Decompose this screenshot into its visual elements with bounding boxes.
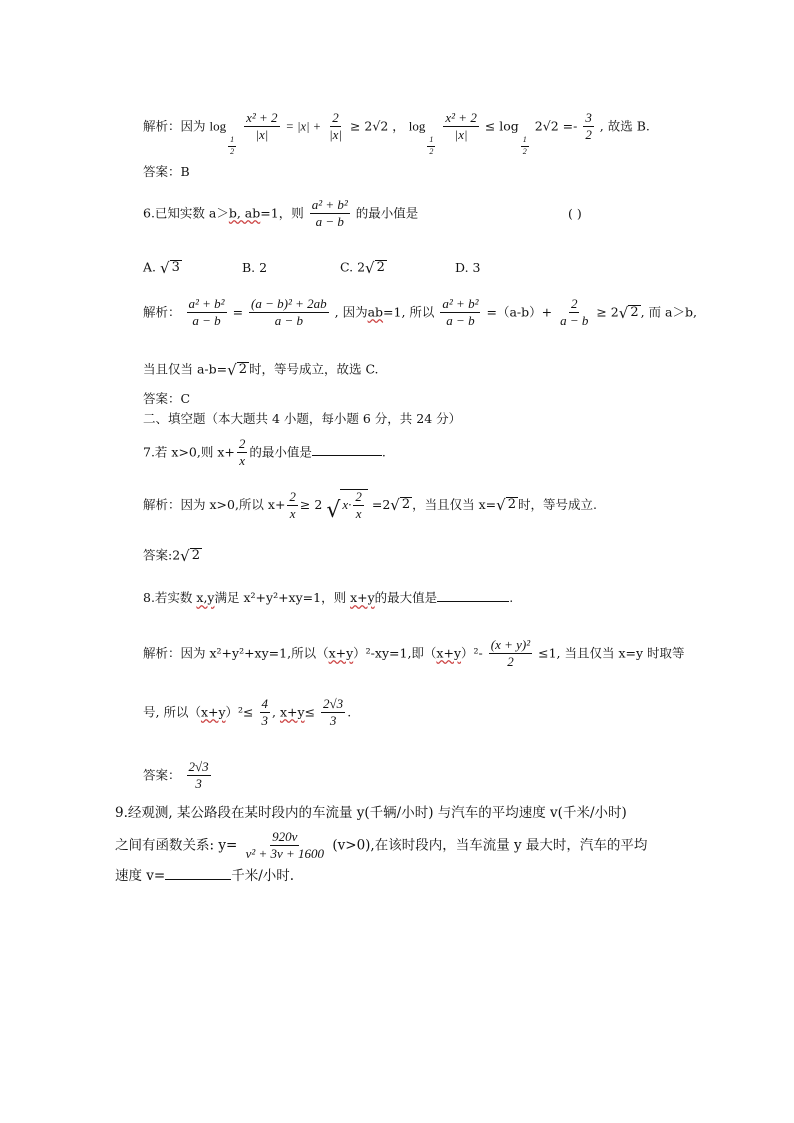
- q6-stem: [143, 198, 418, 230]
- q9-line3: 速度 v= 千米/小时.: [115, 868, 295, 884]
- q6-a-eq: =: [232, 304, 244, 320]
- q5-log-word: log: [209, 118, 227, 134]
- q5-log2-word: log: [408, 118, 426, 134]
- q5-log2-base: $\frac{1}{2}$: [429, 135, 434, 157]
- q5-frac3: $\frac{\text{x² + 2}}{|x|}$: [445, 110, 477, 143]
- q6-a-frac4: $\frac{2}{a - b}$: [560, 296, 589, 329]
- q8-analysis-line1: 解析：因为 x²+y²+xy=1,所以（x+y）²-xy=1,即（x+y）²- $\frac{\text{(x + y)²}}{2}$ ≤1, 当且仅当 x=y 时取等: [143, 637, 685, 670]
- q8-stem: 8.若实数 x,y满足 x²+y²+xy=1，则 x+y的最大值是 .: [143, 590, 514, 605]
- q5-log-base: $\frac{1}{2}$: [230, 135, 235, 157]
- q5-tail2: , 故选 B.: [599, 118, 650, 134]
- q6-analysis-label: 解析：: [143, 304, 181, 320]
- q9-answer-blank[interactable]: [165, 878, 231, 880]
- q6-a-frac1: $\frac{\text{a² + b²}}{a - b}$: [188, 296, 225, 329]
- q7-answer-blank[interactable]: [312, 454, 382, 456]
- q6-option-b: B. 2: [242, 260, 268, 275]
- q6-a-frac2: $\frac{\text{(a − b)² + 2ab}}{a - b}$: [251, 296, 327, 329]
- q6-option-c: C. 2 √ 2: [340, 258, 385, 277]
- q5-analysis-label: 解析：因为: [143, 118, 206, 134]
- q6-stem-sq: b, ab: [228, 205, 261, 221]
- q6-paren: ( ): [568, 206, 582, 221]
- section-2-heading: 二、填空题（本大题共 4 小题，每小题 6 分，共 24 分）: [143, 411, 462, 426]
- q6-a-mid4: ≥ 2: [596, 304, 619, 320]
- q5-answer: 答案：B: [143, 164, 190, 179]
- q5-tail1: 2√2 =-: [534, 118, 578, 134]
- q6-a-mid5: , 而 a＞b,: [640, 304, 697, 320]
- q6-a-ab: ab: [367, 304, 384, 320]
- q6-stem-tail: 的最小值是: [355, 205, 419, 221]
- q7-stem: 7.若 x>0,则 x+ $\frac{2}{x}$ 的最小值是 .: [143, 436, 386, 469]
- q6-option-d: D. 3: [455, 260, 481, 275]
- q7-answer: 答案:2 √ 2: [143, 546, 201, 565]
- q5-frac2: $\frac{2}{|x|}$: [329, 110, 342, 143]
- q9-line1: 9.经观测, 某公路段在某时段内的车流量 y(千辆/小时) 与汽车的平均速度 v(千米/小时): [115, 805, 627, 821]
- q5-analysis-line: [143, 111, 650, 157]
- q7-analysis: 解析：因为 x>0,所以 x+ $\frac{2}{x}$ ≥ 2 √ x· $\frac{2}{x}$ =2 √ 2 ，当且仅当 x= √ 2 时，等号成立.: [143, 488, 597, 523]
- q5-log3-base: $\frac{1}{2}$: [522, 135, 527, 157]
- q6-stem-pre: 6.已知实数 a＞: [143, 205, 229, 221]
- q9-line2: 之间有函数关系: y= $\frac{920v}{\text{v² + 3v + 1600}}$ (v>0),在该时段内，当车流量 y 最大时，汽车的平均: [115, 829, 648, 862]
- q8-answer: 答案： $\frac{2√3}{3}$: [143, 759, 209, 792]
- q6-stem-post: =1，则: [260, 205, 304, 221]
- q5-eq-part: = |x| +: [285, 119, 322, 134]
- q6-stem-frac: $\frac{\text{a² + b²}}{a - b}$: [311, 197, 348, 230]
- q6-a-mid1: , 因为: [334, 304, 368, 320]
- q6-a-frac3: $\frac{\text{a² + b²}}{a - b}$: [442, 296, 479, 329]
- q8-answer-blank[interactable]: [437, 600, 509, 602]
- q5-frac4: $\frac{3}{2}$: [585, 110, 592, 143]
- q5-le-part: ≤ log: [484, 118, 519, 134]
- q6-analysis-line1: [143, 297, 697, 329]
- q5-ge-part: ≥ 2√2 ，: [349, 118, 405, 134]
- q5-frac1: $\frac{\text{x² + 2}}{|x|}$: [246, 110, 278, 143]
- q6-answer: 答案：C: [143, 391, 191, 406]
- q6-option-a: A. √ 3: [143, 258, 180, 277]
- q6-a-rad: √ 2: [618, 303, 639, 322]
- q6-a-mid2: =1, 所以: [383, 304, 435, 320]
- q8-analysis-line2: 号, 所以（x+y）²≤ $\frac{4}{3}$ , x+y≤ $\frac{2√3}{3}$ .: [143, 696, 352, 729]
- q6-analysis-line2: 当且仅当 a-b= √ 2 时，等号成立，故选 C.: [143, 360, 379, 379]
- q6-a-mid3: =（a-b）+: [486, 304, 553, 320]
